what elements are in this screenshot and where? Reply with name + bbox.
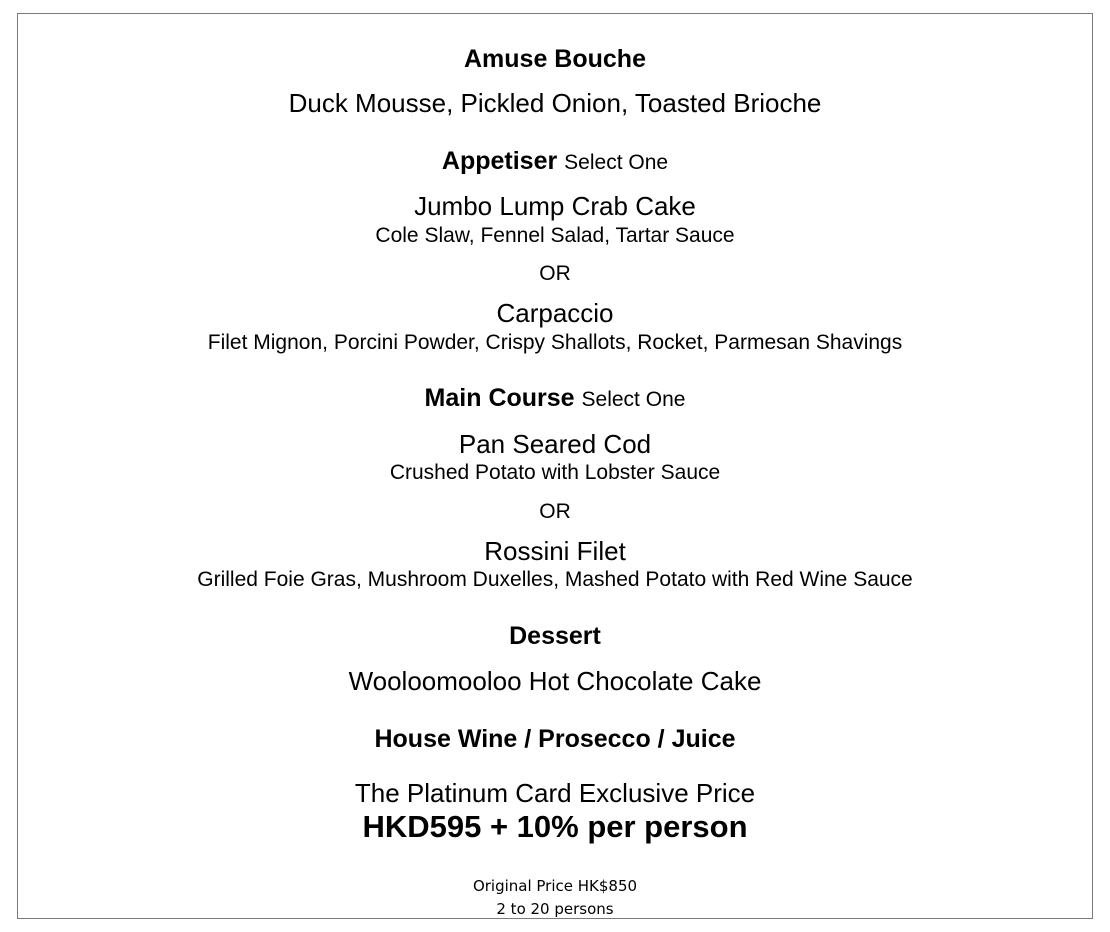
main-or: OR <box>539 500 571 523</box>
price-amount: HKD595 + 10% per person <box>362 809 748 844</box>
amuse-dish: Duck Mousse, Pickled Onion, Toasted Brioche <box>288 88 822 118</box>
price-label: The Platinum Card Exclusive Price <box>354 778 756 808</box>
main-option2-name: Rossini Filet <box>484 536 626 566</box>
main-option1-desc: Crushed Potato with Lobster Sauce <box>389 461 721 484</box>
main-heading <box>0 386 1110 411</box>
appetiser-heading <box>0 149 1110 174</box>
dessert-heading: Dessert <box>509 622 601 650</box>
drinks-heading: House Wine / Prosecco / Juice <box>374 725 736 753</box>
main-option2-desc: Grilled Foie Gras, Mushroom Duxelles, Mashed Potato with Red Wine Sauce <box>197 568 913 591</box>
main-option1-name: Pan Seared Cod <box>458 429 652 459</box>
amuse-title: Amuse Bouche <box>464 45 646 73</box>
main-title: Main Course <box>424 384 575 412</box>
appetiser-note: Select One <box>564 151 669 174</box>
appetiser-option1-name: Jumbo Lump Crab Cake <box>414 191 696 221</box>
appetiser-option2-name: Carpaccio <box>496 298 614 328</box>
amuse-heading <box>0 47 1110 72</box>
dessert-dish: Wooloomooloo Hot Chocolate Cake <box>348 666 762 696</box>
original-price: Original Price HK$850 <box>472 877 638 895</box>
main-note: Select One <box>581 388 686 411</box>
appetiser-title: Appetiser <box>441 147 558 175</box>
appetiser-option1-desc: Cole Slaw, Fennel Salad, Tartar Sauce <box>375 224 735 247</box>
party-size: 2 to 20 persons <box>496 900 614 918</box>
appetiser-or: OR <box>539 262 571 285</box>
appetiser-option2-desc: Filet Mignon, Porcini Powder, Crispy Shallots, Rocket, Parmesan Shavings <box>207 331 903 354</box>
